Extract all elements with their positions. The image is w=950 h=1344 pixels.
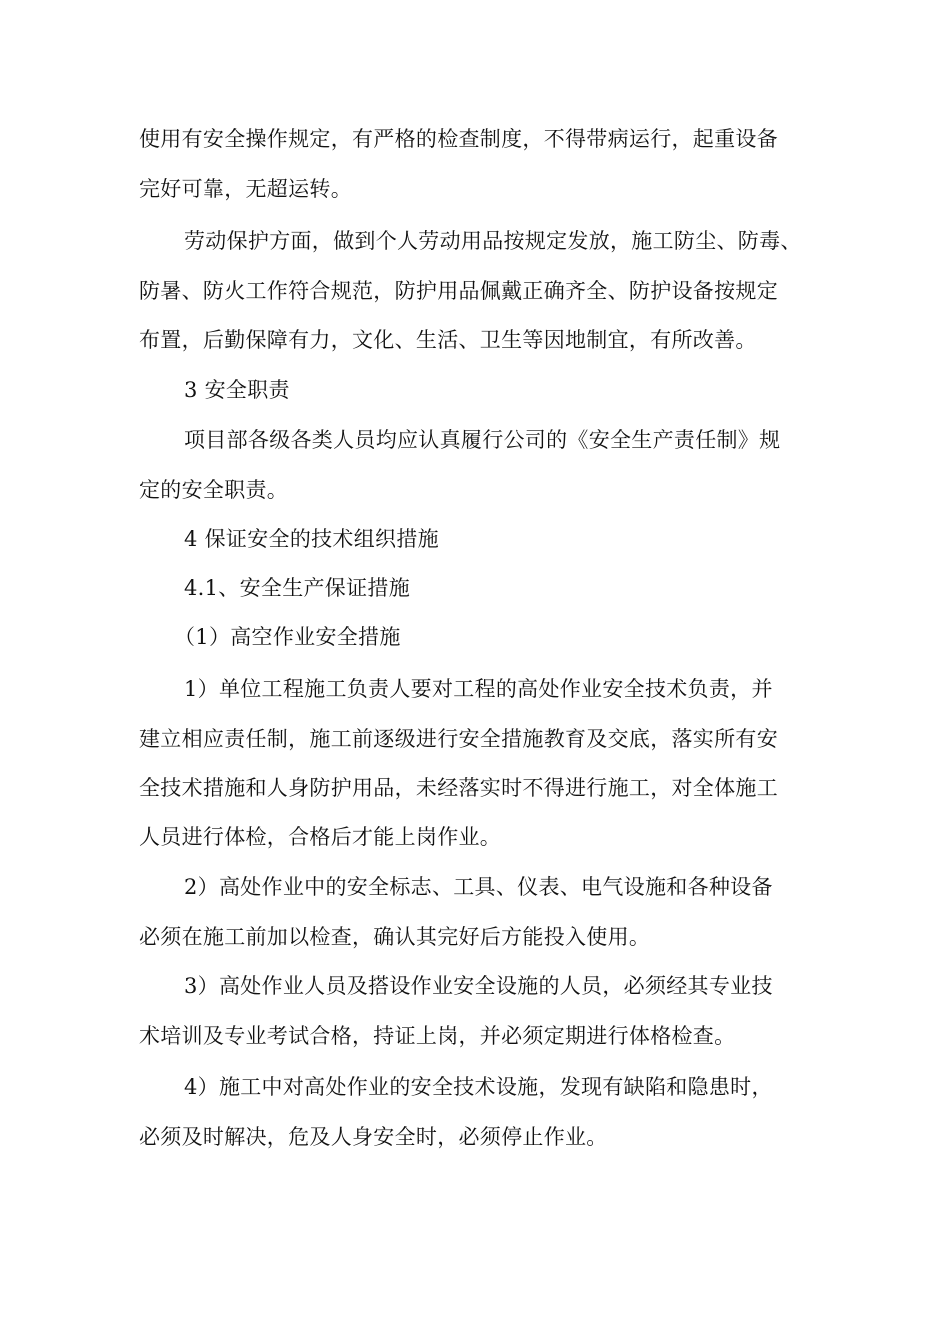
subsection-heading: （1）高空作业安全措施 <box>174 625 401 649</box>
paragraph-line: 人员进行体检，合格后才能上岗作业。 <box>139 825 502 849</box>
subsection-heading: 4.1、安全生产保证措施 <box>184 576 410 600</box>
paragraph-line: 防暑、防火工作符合规范，防护用品佩戴正确齐全、防护设备按规定 <box>139 279 778 303</box>
paragraph-line: 完好可靠，无超运转。 <box>139 177 352 201</box>
paragraph-line: 2）高处作业中的安全标志、工具、仪表、电气设施和各种设备 <box>184 875 773 899</box>
paragraph-line: 必须在施工前加以检查，确认其完好后方能投入使用。 <box>139 925 651 949</box>
section-heading: 4 保证安全的技术组织措施 <box>184 527 439 551</box>
paragraph-line: 全技术措施和人身防护用品，未经落实时不得进行施工，对全体施工 <box>139 776 778 800</box>
paragraph-line: 建立相应责任制，施工前逐级进行安全措施教育及交底，落实所有安 <box>139 727 778 751</box>
paragraph-line: 3）高处作业人员及搭设作业安全设施的人员，必须经其专业技 <box>184 974 773 998</box>
paragraph-line: 定的安全职责。 <box>139 478 289 502</box>
section-heading: 3 安全职责 <box>184 378 290 402</box>
paragraph-line: 布置，后勤保障有力，文化、生活、卫生等因地制宜，有所改善。 <box>139 328 757 352</box>
paragraph-line: 项目部各级各类人员均应认真履行公司的《安全生产责任制》规 <box>184 428 781 452</box>
paragraph-line: 术培训及专业考试合格，持证上岗，并必须定期进行体格检查。 <box>139 1024 736 1048</box>
paragraph-line: 必须及时解决，危及人身安全时，必须停止作业。 <box>139 1125 608 1149</box>
paragraph-line: 使用有安全操作规定，有严格的检查制度，不得带病运行，起重设备 <box>139 127 778 151</box>
paragraph-line: 4）施工中对高处作业的安全技术设施，发现有缺陷和隐患时， <box>184 1075 773 1099</box>
paragraph-line: 1）单位工程施工负责人要对工程的高处作业安全技术负责，并 <box>184 677 773 701</box>
paragraph-line: 劳动保护方面，做到个人劳动用品按规定发放，施工防尘、防毒、 <box>184 229 802 253</box>
